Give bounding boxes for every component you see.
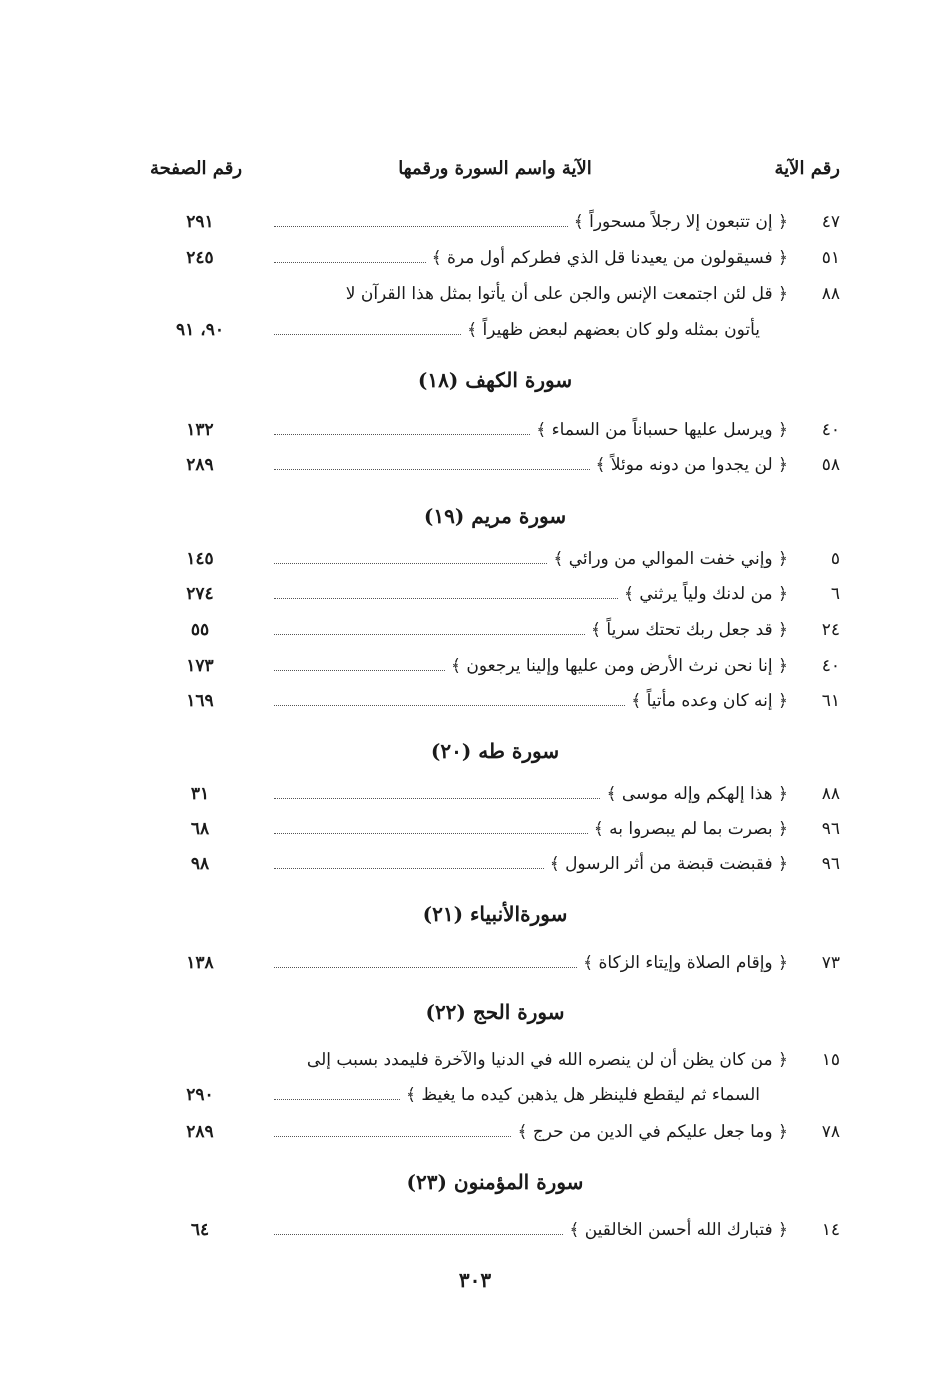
ayah-number: ٧٨	[821, 1122, 840, 1142]
ayah-number: ٨٨	[821, 284, 840, 304]
ayah-text: ﴿ قد جعل ربك تحتك سرياً ﴾	[591, 620, 788, 640]
surah-heading: سورة الكهف (١٨)	[417, 368, 573, 392]
index-row	[150, 1044, 840, 1076]
ayah-text: ﴿ فقبضت قبضة من أثر الرسول ﴾	[549, 854, 788, 874]
ayah-text: ﴿ هذا إلهكم وإله موسى ﴾	[606, 784, 788, 804]
ayah-text: ﴿ فتبارك الله أحسن الخالقين ﴾	[569, 1220, 788, 1240]
dot-leader	[274, 563, 547, 564]
ayah-number: ٥	[830, 549, 840, 569]
ayah-text: ﴿ بصرت بما لم يبصروا به ﴾	[593, 819, 788, 839]
ayah-number: ٦١	[821, 691, 840, 711]
page-reference: ١٣٢	[186, 420, 214, 440]
index-row	[150, 947, 840, 979]
ayah-number: ٢٤	[821, 620, 840, 640]
dot-leader	[274, 833, 588, 834]
index-row	[150, 813, 840, 845]
dot-leader	[274, 1099, 400, 1100]
ayah-text: ﴿ لن يجدوا من دونه موئلاً ﴾	[595, 455, 788, 475]
ayah-text: ﴿ إنه كان وعده مأتياً ﴾	[631, 691, 788, 711]
index-row	[150, 778, 840, 810]
ayah-number: ٥١	[821, 248, 840, 268]
page-number-column-header: رقم الصفحة	[150, 158, 243, 179]
ayah-text: ﴿ فسيقولون من يعيدنا قل الذي فطركم أول مرة ﴾	[431, 248, 788, 268]
dot-leader	[274, 798, 600, 799]
ayah-number: ٦	[830, 584, 840, 604]
index-row	[150, 614, 840, 646]
page-reference: ٢٨٩	[186, 455, 214, 475]
dot-leader	[274, 262, 426, 263]
index-row	[150, 242, 840, 274]
dot-leader	[274, 634, 585, 635]
ayah-number: ١٤	[821, 1220, 840, 1240]
ayah-number: ١٥	[821, 1050, 840, 1070]
page-reference: ٦٨	[190, 819, 210, 839]
page-reference: ٢٩١	[186, 212, 214, 232]
index-row	[150, 650, 840, 682]
dot-leader	[274, 226, 568, 227]
page-reference: ٩٨	[190, 854, 210, 874]
index-row	[150, 685, 840, 717]
ayah-and-surah-column-header: الآية واسم السورة ورقمها	[398, 158, 592, 179]
index-row	[150, 848, 840, 880]
dot-leader	[274, 434, 530, 435]
page-reference: ٢٨٩	[186, 1122, 214, 1142]
ayah-text: ﴿ وإني خفت الموالي من ورائي ﴾	[553, 549, 788, 569]
page-reference: ٩٠، ٩١	[176, 320, 224, 340]
dot-leader	[274, 1234, 563, 1235]
index-row	[150, 449, 840, 481]
page-reference: ٢٩٠	[186, 1085, 214, 1105]
surah-heading: سورة المؤمنون (٢٣)	[406, 1170, 584, 1194]
dot-leader	[274, 868, 544, 869]
ayah-number: ٩٦	[821, 854, 840, 874]
surah-heading: سورة الحج (٢٢)	[425, 1000, 565, 1024]
page-reference: ٣١	[190, 784, 210, 804]
ayah-number-column-header: رقم الآية	[774, 158, 840, 179]
ayah-text: ﴿ قل لئن اجتمعت الإنس والجن على أن يأتوا بمثل هذا القرآن لا	[345, 284, 788, 304]
page-reference: ٥٥	[190, 620, 210, 640]
ayah-number: ٤٠	[821, 420, 840, 440]
page-reference: ٢٧٤	[186, 584, 214, 604]
surah-heading: سورةالأنبياء (٢١)	[422, 902, 568, 926]
index-row	[150, 414, 840, 446]
ayah-text: السماء ثم ليقطع فلينظر هل يذهبن كيده ما يغيظ ﴾	[405, 1085, 760, 1105]
index-row	[150, 206, 840, 238]
ayah-text: ﴿ إن تتبعون إلا رجلاً مسحوراً ﴾	[573, 212, 788, 232]
index-row-continuation	[150, 314, 840, 346]
page-reference: ٦٤	[190, 1220, 210, 1240]
index-row	[150, 278, 840, 310]
ayah-text: ﴿ إنا نحن نرث الأرض ومن عليها وإلينا يرجعون ﴾	[451, 656, 788, 676]
ayah-text: يأتون بمثله ولو كان بعضهم لبعض ظهيراً ﴾	[467, 320, 760, 340]
page-reference: ٢٤٥	[186, 248, 214, 268]
ayah-number: ٨٨	[821, 784, 840, 804]
ayah-text: ﴿ من كان يظن أن لن ينصره الله في الدنيا والآخرة فليمدد بسبب إلى	[306, 1050, 788, 1070]
dot-leader	[274, 598, 618, 599]
index-row	[150, 1116, 840, 1148]
page-reference: ١٣٨	[186, 953, 214, 973]
dot-leader	[274, 1136, 511, 1137]
dot-leader	[274, 670, 445, 671]
ayah-number: ٧٣	[821, 953, 840, 973]
surah-heading: سورة طه (٢٠)	[430, 739, 560, 763]
ayah-number: ٥٨	[821, 455, 840, 475]
ayah-text: ﴿ من لدنك ولياً يرثني ﴾	[624, 584, 788, 604]
table-header	[150, 158, 840, 188]
dot-leader	[274, 334, 461, 335]
dot-leader	[274, 967, 577, 968]
index-row	[150, 543, 840, 575]
page-reference: ١٦٩	[186, 691, 214, 711]
ayah-number: ٤٧	[821, 212, 840, 232]
dot-leader	[274, 469, 590, 470]
index-row-continuation	[150, 1079, 840, 1111]
ayah-number: ٩٦	[821, 819, 840, 839]
ayah-text: ﴿ وما جعل عليكم في الدين من حرج ﴾	[517, 1122, 788, 1142]
page-reference: ١٧٣	[186, 656, 214, 676]
page-reference: ١٤٥	[186, 549, 214, 569]
ayah-number: ٤٠	[821, 656, 840, 676]
index-row	[150, 578, 840, 610]
index-row	[150, 1214, 840, 1246]
surah-heading: سورة مريم (١٩)	[423, 504, 567, 528]
ayah-text: ﴿ وإقام الصلاة وإيتاء الزكاة ﴾	[583, 953, 788, 973]
dot-leader	[274, 705, 625, 706]
page-number: ٣٠٣	[458, 1268, 492, 1292]
ayah-text: ﴿ ويرسل عليها حسباناً من السماء ﴾	[536, 420, 788, 440]
